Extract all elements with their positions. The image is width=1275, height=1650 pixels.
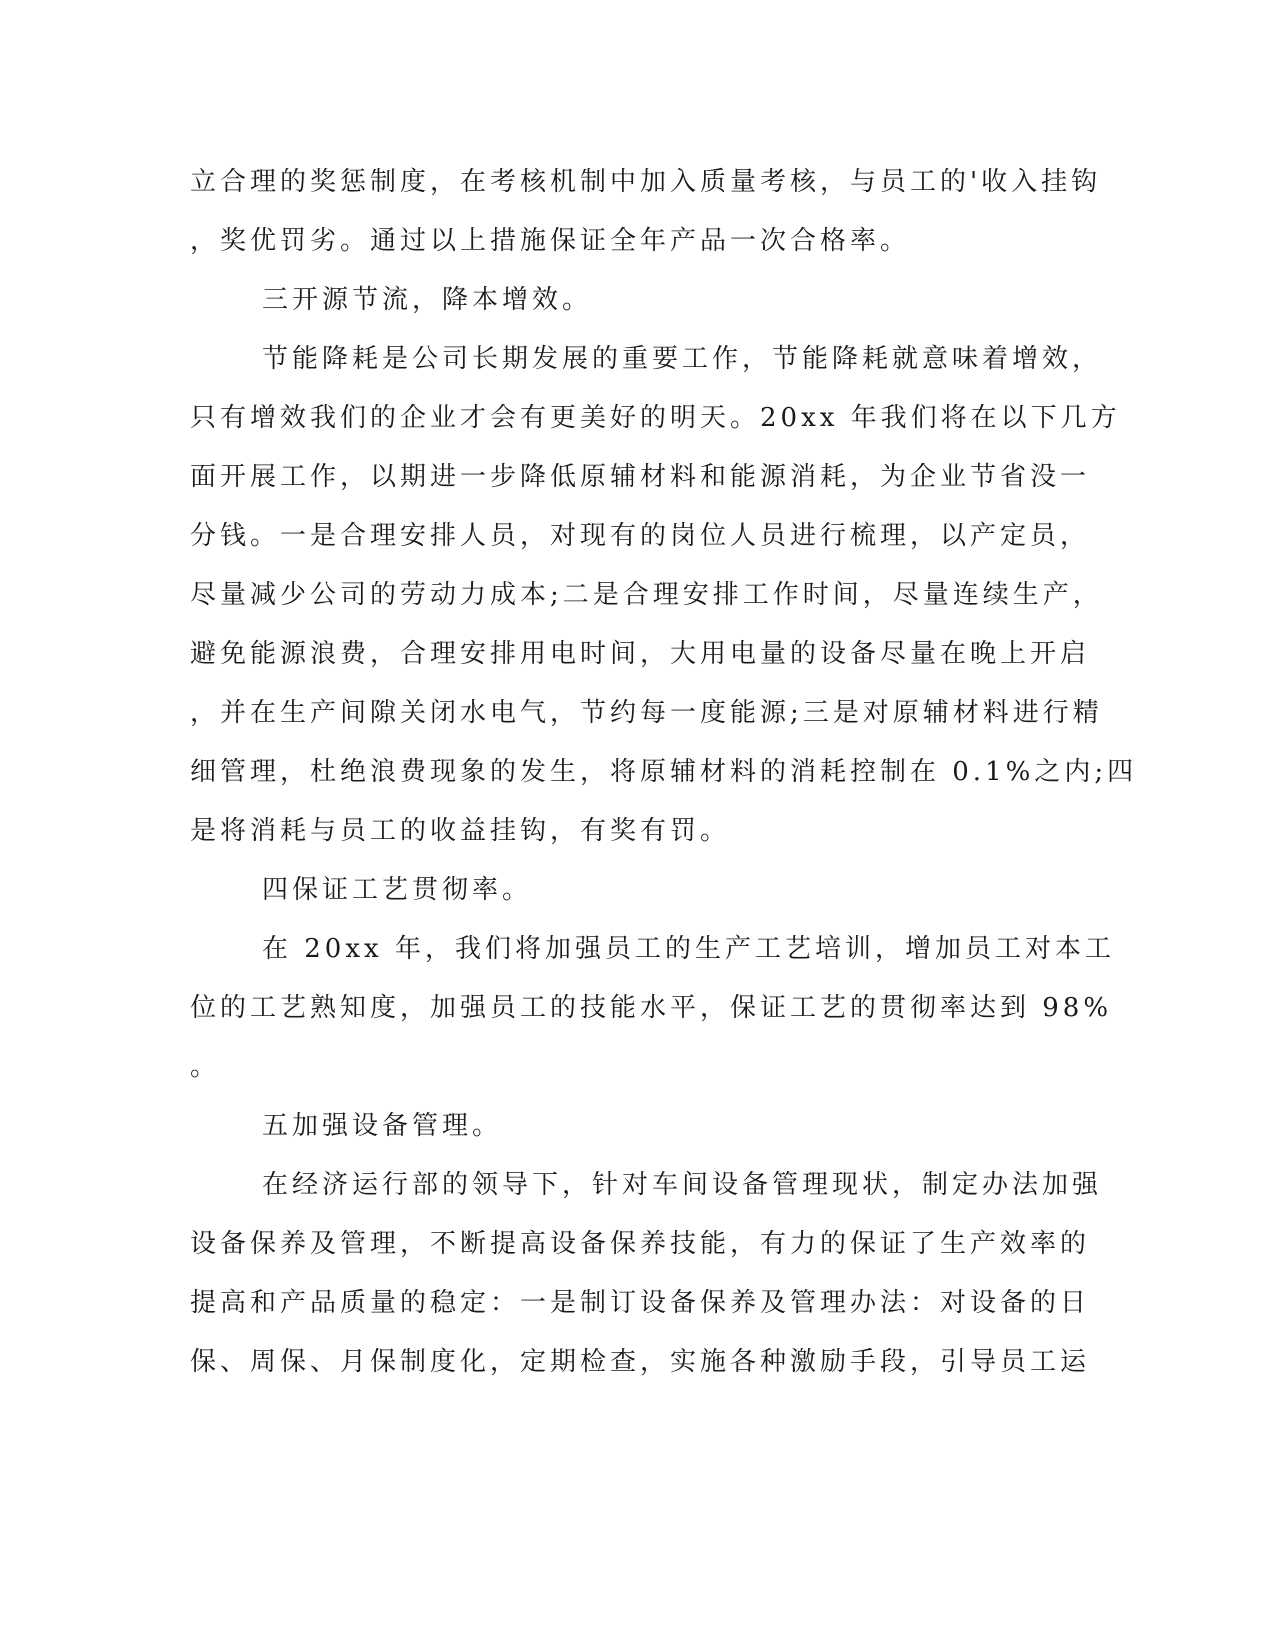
text-line: 在 20xx 年，我们将加强员工的生产工艺培训，增加员工对本工 bbox=[262, 934, 1115, 964]
text-line: ，并在生产间隙关闭水电气，节约每一度能源;三是对原辅材料进行精 bbox=[190, 698, 1103, 728]
text-line: 面开展工作，以期进一步降低原辅材料和能源消耗，为企业节省没一 bbox=[190, 462, 1091, 492]
text-line: 分钱。一是合理安排人员，对现有的岗位人员进行梳理，以产定员， bbox=[190, 521, 1091, 551]
text-line: 保、周保、月保制度化，定期检查，实施各种激励手段，引导员工运 bbox=[190, 1347, 1091, 1377]
text-line: 尽量减少公司的劳动力成本;二是合理安排工作时间，尽量连续生产， bbox=[190, 580, 1103, 610]
text-line: 。 bbox=[190, 1052, 221, 1082]
text-line: 是将消耗与员工的收益挂钩，有奖有罚。 bbox=[190, 816, 731, 846]
text-line: 立合理的奖惩制度，在考核机制中加入质量考核，与员工的'收入挂钩 bbox=[190, 167, 1102, 197]
text-line: 只有增效我们的企业才会有更美好的明天。20xx 年我们将在以下几方 bbox=[190, 403, 1121, 433]
text-line: 避免能源浪费，合理安排用电时间，大用电量的设备尽量在晚上开启 bbox=[190, 639, 1091, 669]
text-line: 位的工艺熟知度，加强员工的技能水平，保证工艺的贯彻率达到 98% bbox=[190, 993, 1113, 1023]
section-heading: 五加强设备管理。 bbox=[262, 1111, 503, 1141]
text-line: 节能降耗是公司长期发展的重要工作，节能降耗就意味着增效， bbox=[262, 344, 1103, 374]
text-line: ，奖优罚劣。通过以上措施保证全年产品一次合格率。 bbox=[190, 226, 911, 256]
text-line: 设备保养及管理，不断提高设备保养技能，有力的保证了生产效率的 bbox=[190, 1229, 1091, 1259]
text-line: 在经济运行部的领导下，针对车间设备管理现状，制定办法加强 bbox=[262, 1170, 1103, 1200]
text-line: 提高和产品质量的稳定：一是制订设备保养及管理办法：对设备的日 bbox=[190, 1288, 1091, 1318]
text-line: 细管理，杜绝浪费现象的发生，将原辅材料的消耗控制在 0.1%之内;四 bbox=[190, 757, 1138, 787]
section-heading: 四保证工艺贯彻率。 bbox=[262, 875, 533, 905]
section-heading: 三开源节流，降本增效。 bbox=[262, 285, 593, 315]
